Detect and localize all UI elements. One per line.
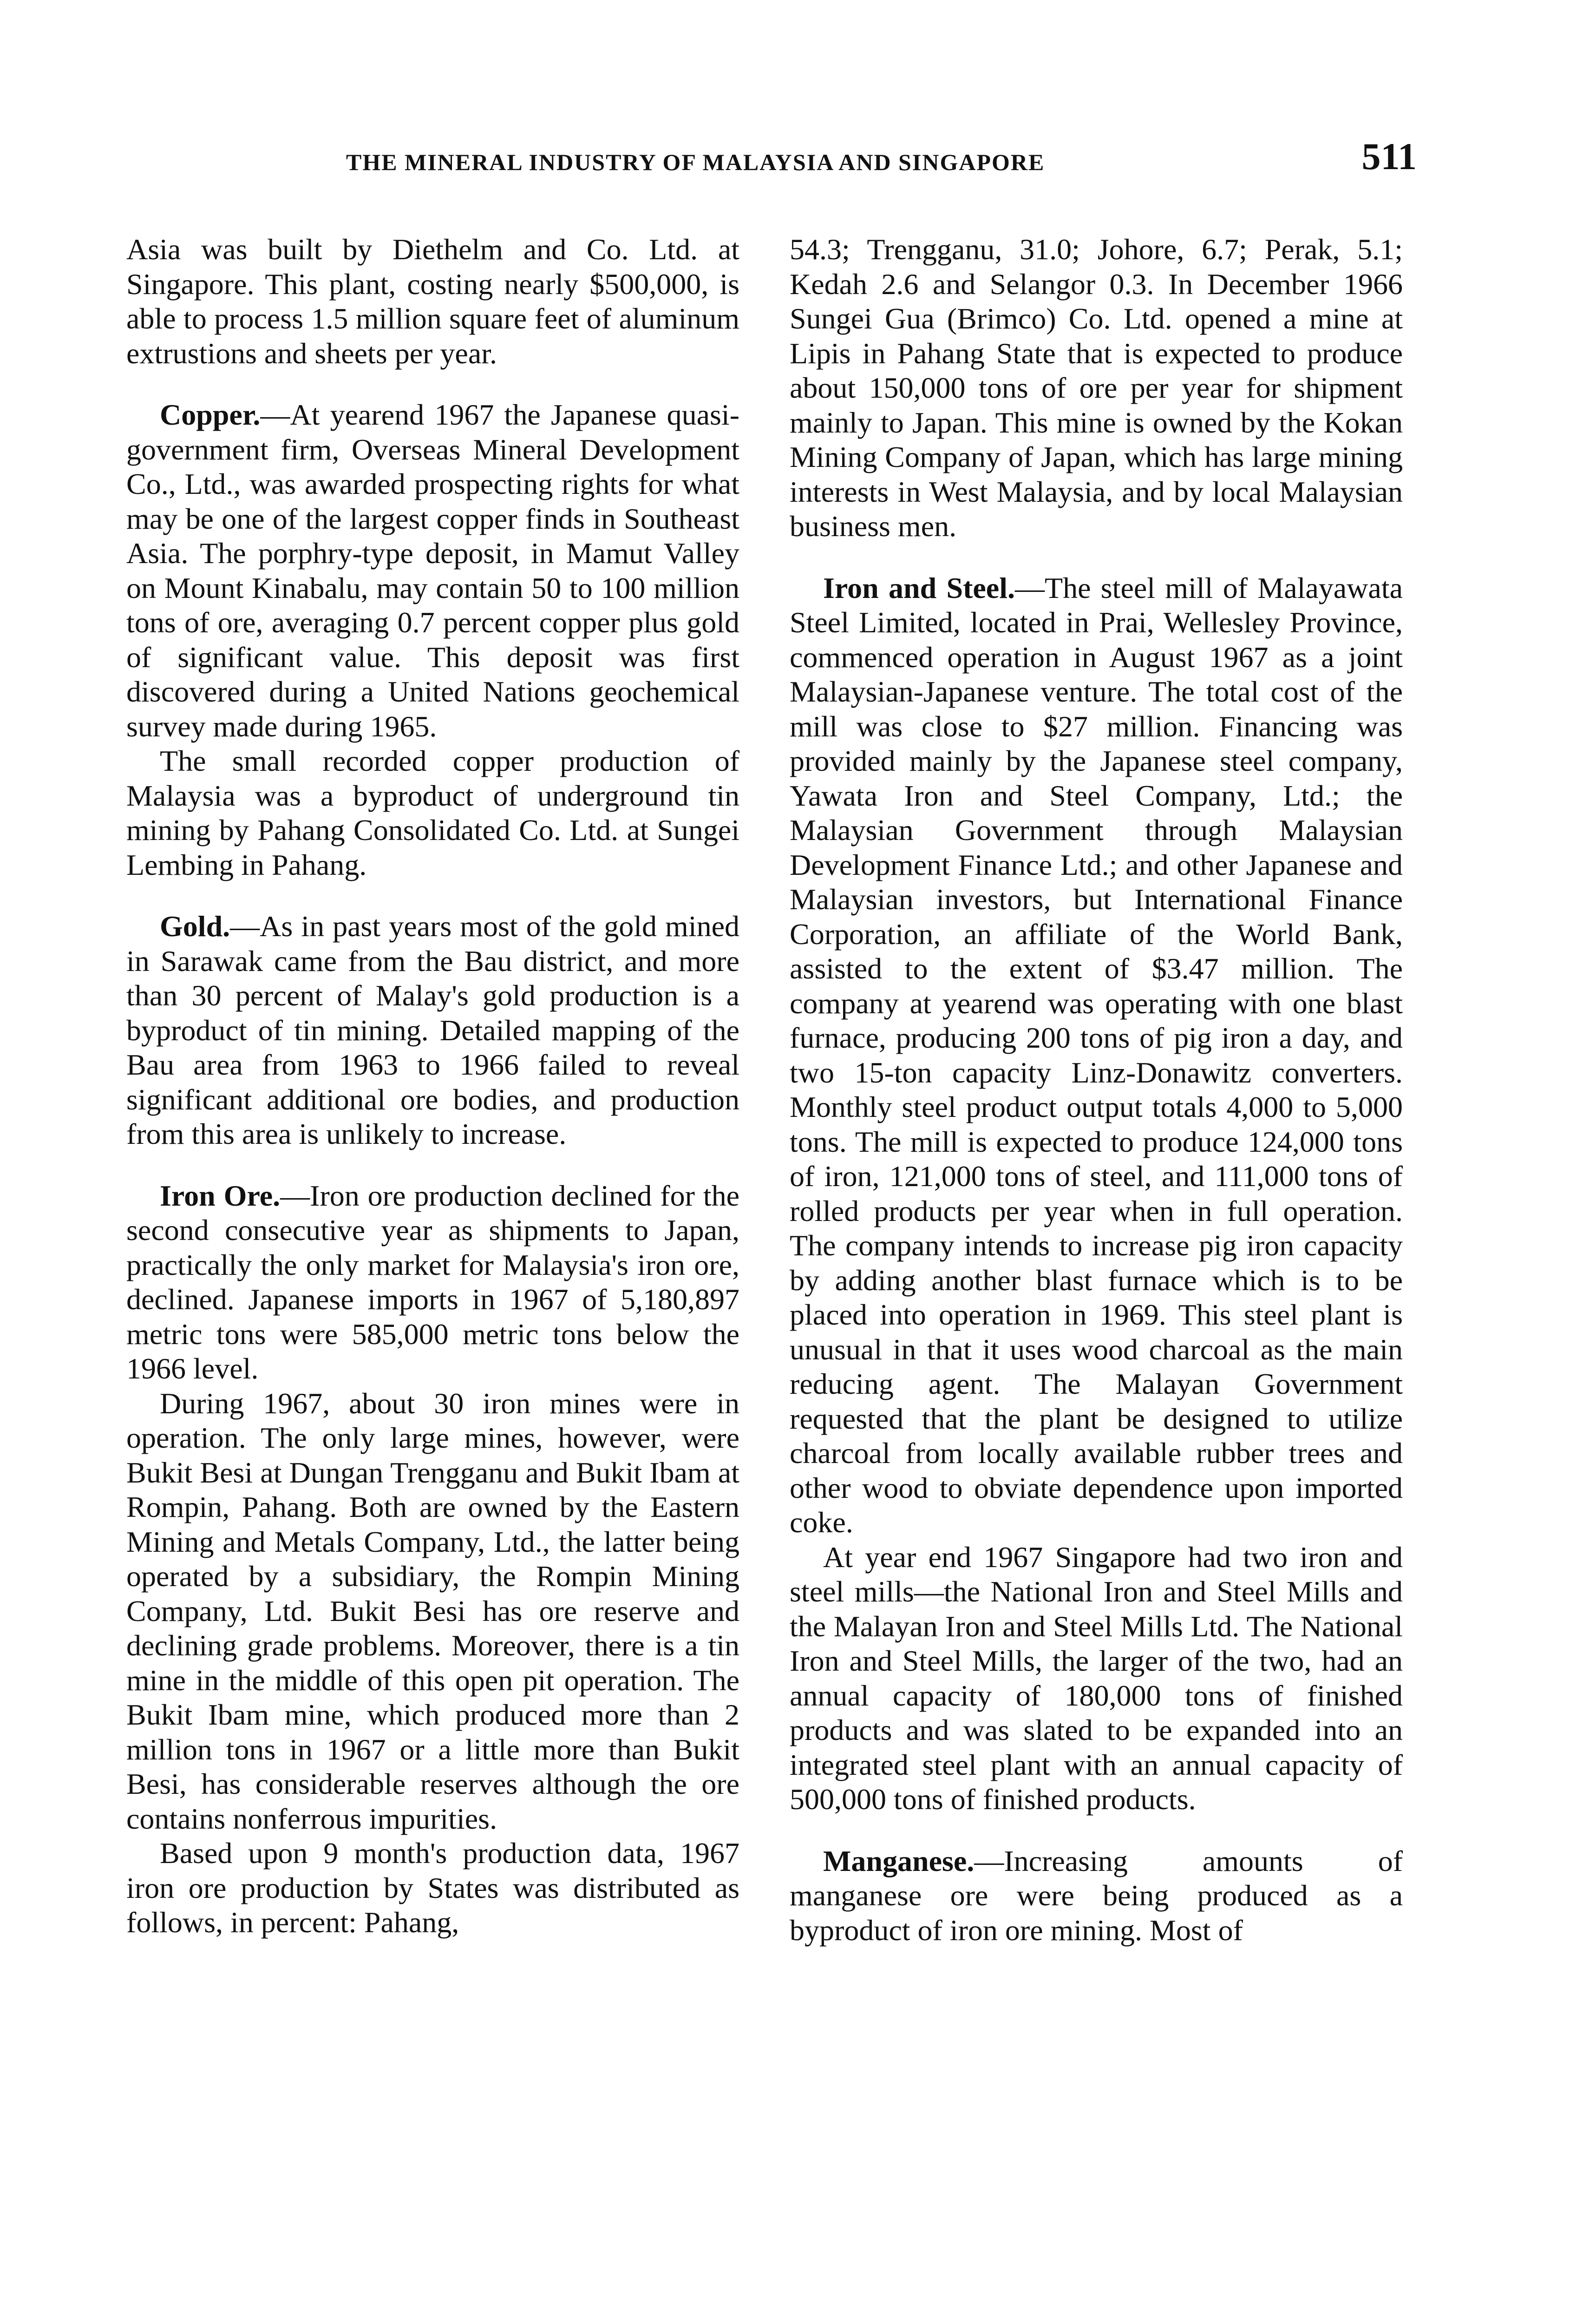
manganese-text: —Increasing amounts of manganese ore were being produced as a byproduct of iron ore mining. Most of (790, 1844, 1403, 1947)
gold-text: —As in past years most of the gold mined in Sarawak came from the Bau district, and more than 30 percent of Malay's gold production is a byproduct of tin mining. Detailed mapping of the Bau area from 1963 to 1966 failed to reveal significant additional ore bodies, and production from this area is unlikely to increase. (126, 910, 739, 1150)
copper-heading: Copper. (160, 398, 261, 431)
iron-steel-text: —The steel mill of Malayawata Steel Limited, located in Prai, Wellesley Province, commenced operation in August 1967 as a joint Malaysian-Japanese venture. The total cost of the mill was close to $27 million. Financing was provided mainly by the Japanese steel company, Yawata Iron and Steel Company, Ltd.; the Malaysian Government through Malaysian Development Finance Ltd.; and other Japanese and Malaysian investors, but International Finance Corporation, an affiliate of the World Bank, assisted to the extent of $3.47 million. The company at yearend was operating with one blast furnace, producing 200 tons of pig iron a day, and two 15-ton capacity Linz-Donawitz converters. Monthly steel product output totals 4,000 to 5,000 tons. The mill is expected to produce 124,000 tons of iron, 121,000 tons of steel, and 111,000 tons of rolled products per year when in full operation. The company intends to increase pig iron capacity by adding another blast furnace which is to be placed into operation in 1969. This steel plant is unusual in that it uses wood charcoal as the main reducing agent. The Malayan Government requested that the plant be designed to utilize charcoal from locally available rubber trees and other wood to obviate dependence upon imported coke. (790, 571, 1403, 1539)
iron-steel-paragraph (790, 571, 1403, 1540)
manganese-paragraph (790, 1844, 1403, 1948)
running-title: THE MINERAL INDUSTRY OF MALAYSIA AND SINGAPORE (346, 149, 1045, 175)
iron-steel-heading: Iron and Steel. (823, 571, 1015, 604)
aluminum-continuation-paragraph: Asia was built by Diethelm and Co. Ltd. at Singapore. This plant, costing nearly $500,000, is able to process 1.5 million square feet of aluminum extrustions and sheets per year. (126, 233, 739, 370)
gold-heading: Gold. (160, 910, 230, 943)
copper-paragraph (126, 398, 739, 744)
page-header (125, 135, 1417, 186)
left-column (126, 232, 739, 1940)
copper-text: —At yearend 1967 the Japanese quasi-government firm, Overseas Mineral Development Co., Ltd., was awarded prospecting rights for what may be one of the largest copper finds in Southeast Asia. The porphry-type deposit, in Mamut Valley on Mount Kinabalu, may contain 50 to 100 million tons of ore, averaging 0.7 percent copper plus gold of significant value. This deposit was first discovered during a United Nations geochemical survey made during 1965. (126, 398, 739, 743)
iron-ore-text: —Iron ore production declined for the second consecutive year as shipments to Japan, practically the only market for Malaysia's iron ore, declined. Japanese imports in 1967 of 5,180,897 metric tons were 585,000 metric tons below the 1966 level. (126, 1179, 740, 1385)
iron-ore-heading: Iron Ore. (160, 1179, 281, 1212)
iron-ore-paragraph (126, 1179, 739, 1386)
iron-steel-paragraph-2: At year end 1967 Singapore had two iron and steel mills—the National Iron and Steel Mills and the Malayan Iron and Steel Mills Ltd. The National Iron and Steel Mills, the larger of the two, had an annual capacity of 180,000 tons of finished products and was slated to be expanded into an integrated steel plant with an annual capacity of 500,000 tons of finished products. (790, 1540, 1403, 1816)
copper-paragraph-2: The small recorded copper production of Malaysia was a byproduct of underground tin mining by Pahang Consolidated Co. Ltd. at Sungei Lembing in Pahang. (126, 744, 739, 881)
iron-ore-paragraph-2: During 1967, about 30 iron mines were in operation. The only large mines, however, were Bukit Besi at Dungan Trengganu and Bukit Ibam at Rompin, Pahang. Both are owned by the Eastern Mining and Metals Company, Ltd., the latter being operated by a subsidiary, the Rompin Mining Company, Ltd. Bukit Besi has ore reserve and declining grade problems. Moreover, there is a tin mine in the middle of this open pit operation. The Bukit Ibam mine, which produced more than 2 million tons in 1967 or a little more than Bukit Besi, has considerable reserves although the ore contains nonferrous impurities. (126, 1386, 739, 1835)
iron-ore-paragraph-3: Based upon 9 month's production data, 1967 iron ore production by States was distributed as follows, in percent: Pahang, (126, 1837, 739, 1939)
gold-paragraph (126, 909, 739, 1152)
right-column (790, 232, 1403, 1948)
iron-ore-states-continuation: 54.3; Trengganu, 31.0; Johore, 6.7; Perak, 5.1; Kedah 2.6 and Selangor 0.3. In December 1966 Sungei Gua (Brimco) Co. Ltd. opened a mine at Lipis in Pahang State that is expected to produce about 150,000 tons of ore per year for shipment mainly to Japan. This mine is owned by the Kokan Mining Company of Japan, which has large mining interests in West Malaysia, and by local Malaysian business men. (790, 233, 1403, 543)
manganese-heading: Manganese. (823, 1844, 975, 1877)
page-number: 511 (1361, 135, 1417, 177)
